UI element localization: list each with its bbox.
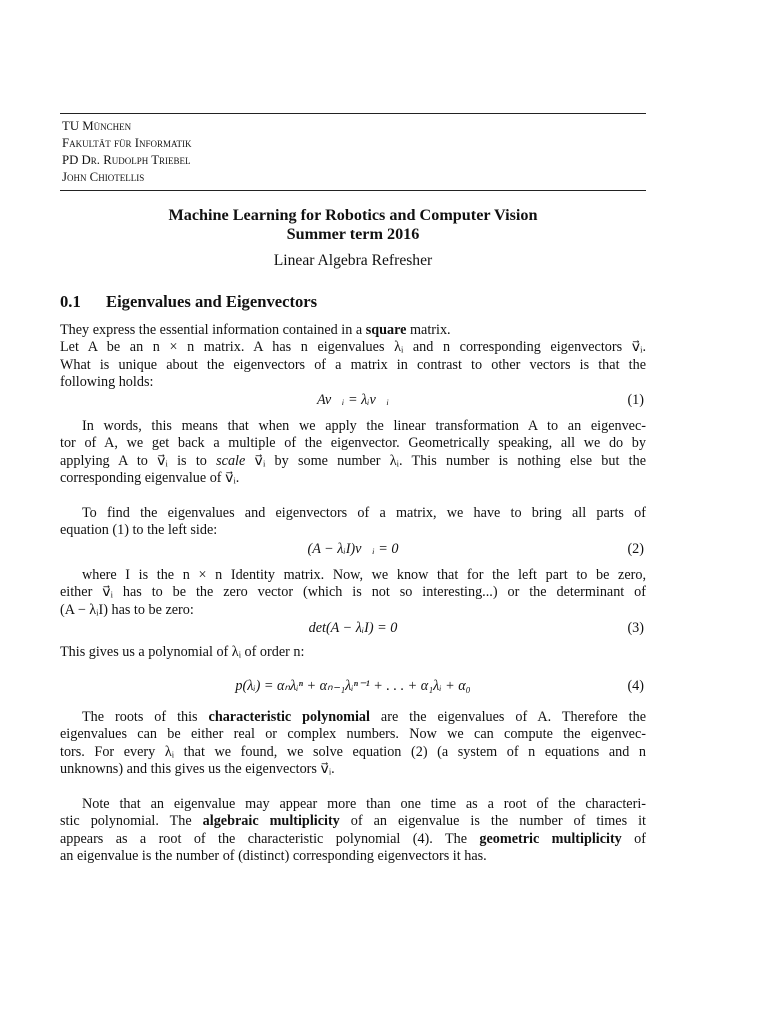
paragraph-6 [60, 709, 646, 778]
equation-2 [60, 541, 646, 559]
text-line [60, 453, 646, 470]
paragraph-5 [60, 644, 646, 661]
text-line: where I is the n × n Identity matrix. Now, we know that for the left part to be zero, [82, 567, 646, 583]
text-line [60, 709, 646, 726]
equation-number: (4) [627, 678, 644, 694]
equation-body: Av⃗ᵢ = λᵢv⃗ᵢ [316, 392, 390, 408]
text-line [60, 322, 646, 339]
text-line: either v⃗ᵢ has to be the zero vector (which is not so interesting...) or the determinant of [60, 584, 646, 601]
text-line [60, 831, 646, 848]
text-line: following holds: [60, 373, 154, 390]
equation-number: (2) [627, 541, 644, 557]
text-line: tor of A, we get back a multiple of the eigenvector. Geometrically speaking, all we do by [60, 435, 646, 452]
text-fragment: They express the essential information contained in a [60, 322, 366, 338]
text-fragment: geometric multiplicity [479, 830, 622, 847]
text-line: Note that an eigenvalue may appear more than one time as a root of the characteri- [82, 796, 646, 812]
text-fragment: characteristic polynomial [208, 709, 370, 725]
text-line: This gives us a polynomial of λᵢ of order n: [60, 644, 305, 660]
text-fragment: of an eigenvalue is the number of times it [339, 813, 646, 830]
text-fragment: matrix. [406, 322, 451, 338]
text-line: tors. For every λᵢ that we found, we solve equation (2) (a system of n equations and n [60, 743, 646, 760]
equation-body: p(λᵢ) = αₙλᵢⁿ + αₙ₋₁λᵢⁿ⁻¹ + . . . + α₁λᵢ + α₀ [235, 678, 471, 694]
paragraph-7 [60, 796, 646, 865]
header-university: TU München [62, 119, 132, 133]
paragraph-2 [60, 418, 646, 487]
text-line: equation (1) to the left side: [60, 522, 218, 539]
text-fragment: v⃗ᵢ by some number λᵢ. This number is nothing else but the [245, 452, 646, 469]
text-line: Let A be an n × n matrix. A has n eigenvalues λᵢ and n corresponding eigenvectors v⃗ᵢ. [60, 339, 646, 356]
document-term: Summer term 2016 [286, 225, 420, 243]
text-line: In words, this means that when we apply the linear transformation A to an eigenvec- [82, 418, 646, 434]
text-line: corresponding eigenvalue of v⃗ᵢ. [60, 469, 240, 486]
equation-body: det(A − λᵢI) = 0 [308, 620, 398, 636]
text-line: What is unique about the eigenvectors of a matrix in contrast to other vectors is that the [60, 356, 646, 373]
equation-number: (3) [627, 620, 644, 636]
text-fragment: stic polynomial. The [60, 813, 203, 830]
section-heading [60, 292, 317, 312]
paragraph-4 [60, 567, 646, 619]
text-fragment: are the eigenvalues of A. Therefore the [369, 709, 647, 725]
header-block [62, 118, 191, 186]
text-fragment: of [621, 830, 646, 847]
equation-number: (1) [627, 392, 644, 408]
section-title: Eigenvalues and Eigenvectors [106, 292, 318, 311]
equation-1 [60, 392, 646, 410]
document-subtitle: Linear Algebra Refresher [273, 252, 433, 269]
equation-body: (A − λᵢI)v⃗ᵢ = 0 [307, 541, 399, 557]
text-fragment: square [365, 322, 407, 338]
text-line: an eigenvalue is the number of (distinct) corresponding eigenvectors it has. [60, 847, 487, 864]
document-title: Machine Learning for Robotics and Computer Vision [168, 206, 538, 224]
text-line: (A − λᵢI) has to be zero: [60, 601, 194, 618]
header-top-rule [60, 113, 646, 114]
header-lecturer: PD Dr. Rudolph Triebel [62, 153, 191, 167]
text-line: eigenvalues can be either real or complex numbers. Now we can compute the eigenvec- [60, 726, 646, 743]
text-fragment: applying A to v⃗ᵢ is to [60, 452, 217, 469]
header-faculty: Fakultät für Informatik [62, 136, 192, 150]
equation-4 [60, 678, 646, 696]
header-assistant: John Chiotellis [62, 170, 145, 184]
paragraph-1 [60, 322, 646, 391]
text-line [60, 813, 646, 830]
text-fragment: scale [216, 452, 246, 469]
text-fragment: algebraic multiplicity [202, 813, 340, 830]
text-line: To find the eigenvalues and eigenvectors of a matrix, we have to bring all parts of [82, 505, 646, 521]
text-fragment: appears as a root of the characteristic polynomial (4). The [60, 830, 480, 847]
text-line: unknowns) and this gives us the eigenvectors v⃗ᵢ. [60, 760, 335, 777]
header-bottom-rule [60, 190, 646, 191]
section-number: 0.1 [60, 292, 81, 311]
equation-3 [60, 620, 646, 638]
text-fragment: The roots of this [82, 709, 209, 725]
paragraph-3 [60, 505, 646, 540]
